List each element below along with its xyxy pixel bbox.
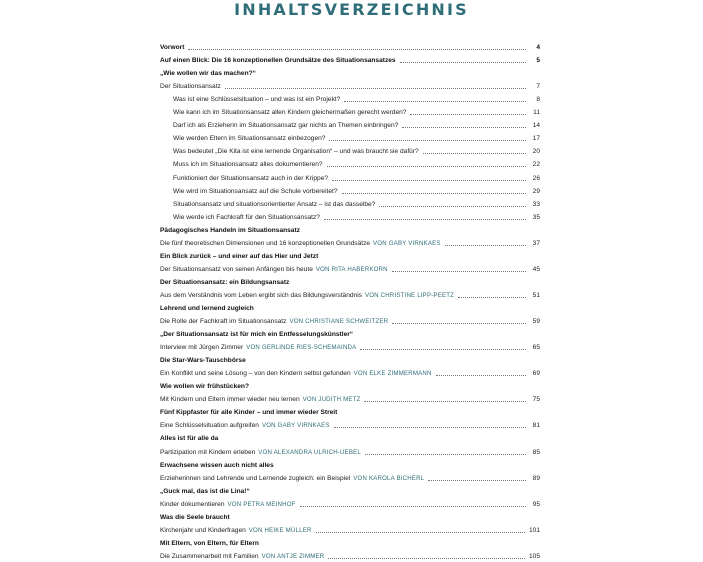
toc-entry[interactable]: [160, 235, 540, 248]
toc-entry[interactable]: [160, 443, 540, 456]
toc-section-heading: Die Star-Wars-Tauschbörse: [160, 357, 246, 365]
toc-entry-page-number: 51: [532, 291, 540, 299]
toc-entry-page-number: 33: [532, 200, 540, 208]
toc-entry-title: Die Rolle der Fachkraft im Situationsansatz: [160, 318, 287, 326]
toc-entry[interactable]: [160, 417, 540, 430]
toc-entry-title: Interview mit Jürgen Zimmer: [160, 344, 244, 352]
dot-leader: [188, 49, 526, 50]
toc-entry-author: VON ALEXANDRA ULRICH-UEBEL: [258, 448, 362, 456]
dot-leader: [316, 532, 525, 533]
toc-section-heading: Mit Eltern, von Eltern, für Eltern: [160, 539, 259, 547]
table-of-contents: [160, 39, 540, 561]
toc-entry-title: Die Zusammenarbeit mit Familien: [160, 552, 259, 560]
toc-section-heading: Lehrend und lernend zugleich: [160, 304, 254, 312]
dot-leader: [360, 349, 526, 350]
toc-entry-author: VON CHRISTINE LIPP-PEETZ: [364, 291, 455, 299]
toc-entry-title: Vorwort: [160, 44, 185, 52]
dot-leader: [342, 193, 526, 194]
toc-section-heading: „Der Situationsansatz ist für mich ein Entfesselungskünstler“: [160, 331, 354, 339]
toc-entry-title: Eine Schlüsselsituation aufgreifen: [160, 422, 259, 430]
dot-leader: [364, 401, 526, 402]
toc-entry[interactable]: [160, 156, 540, 169]
toc-entry-title: Funktioniert der Situationsansatz auch in der Krippe?: [173, 174, 329, 182]
toc-entry-page-number: 59: [532, 318, 540, 326]
toc-entry-page-number: 89: [532, 474, 540, 482]
toc-entry-page-number: 85: [532, 448, 540, 456]
dot-leader: [392, 323, 526, 324]
toc-entry[interactable]: [160, 548, 540, 561]
toc-entry-author: VON CHRISTIANE SCHWEITZER: [289, 318, 389, 326]
toc-entry[interactable]: [160, 522, 540, 535]
toc-entry-page-number: 26: [532, 174, 540, 182]
page-title: INHALTSVERZEICHNIS: [234, 0, 469, 19]
toc-entry[interactable]: [160, 470, 540, 483]
toc-entry[interactable]: [160, 365, 540, 378]
toc-entry-page-number: 35: [532, 213, 540, 221]
toc-entry[interactable]: [160, 391, 540, 404]
toc-entry-title: Wie werde ich Fachkraft für den Situationsansatz?: [173, 213, 320, 221]
toc-entry-author: VON PETRA MEINHOF: [227, 500, 296, 508]
dot-leader: [365, 454, 526, 455]
toc-entry[interactable]: [160, 52, 540, 65]
toc-entry-author: VON JUDITH METZ: [302, 396, 361, 404]
toc-entry[interactable]: [160, 183, 540, 196]
dot-leader: [379, 206, 526, 207]
toc-entry-page-number: 105: [528, 552, 540, 560]
toc-entry-page-number: 4: [536, 44, 540, 52]
toc-entry-author: VON GABY VIRNKAES: [373, 239, 441, 247]
toc-entry-page-number: 101: [528, 526, 540, 534]
toc-entry[interactable]: [160, 313, 540, 326]
dot-leader: [328, 558, 525, 559]
dot-leader: [329, 140, 526, 141]
toc-entry-page-number: 29: [532, 187, 540, 195]
dot-leader: [402, 127, 526, 128]
toc-section-heading: „Wie wollen wir das machen?“: [160, 70, 256, 78]
toc-entry[interactable]: [160, 143, 540, 156]
toc-entry-title: Wie kann ich im Situationsansatz allen Kindern gleichermaßen gerecht werden?: [173, 109, 407, 117]
toc-section-heading: Fünf Kippfaster für alle Kinder – und immer wieder Streit: [160, 409, 338, 417]
toc-entry-author: VON RITA HABERKORN: [315, 265, 388, 273]
toc-entry-title: Erzieherinnen sind Lehrende und Lernende zugleich: ein Beispiel: [160, 474, 351, 482]
toc-entry-page-number: 7: [536, 83, 540, 91]
toc-entry-author: VON ANTJE ZIMMER: [261, 552, 325, 560]
toc-entry-author: VON KAROLA BICHERL: [353, 474, 425, 482]
dot-leader: [436, 375, 526, 376]
toc-entry[interactable]: [160, 339, 540, 352]
dot-leader: [300, 506, 526, 507]
toc-entry-title: Partizipation mit Kindern erleben: [160, 448, 256, 456]
dot-leader: [327, 166, 526, 167]
toc-entry-title: Darf ich als Erzieherin im Situationsansatz gar nichts an Themen einbringen?: [173, 122, 399, 130]
toc-entry-title: Wie werden Eltern im Situationsansatz einbezogen?: [173, 135, 326, 143]
toc-entry-page-number: 20: [532, 148, 540, 156]
toc-entry-page-number: 45: [532, 265, 540, 273]
dot-leader: [332, 180, 526, 181]
toc-section-heading: Der Situationsansatz: ein Bildungsansatz: [160, 278, 290, 286]
toc-entry-title: Ein Konflikt und seine Lösung – von den Kindern selbst gefunden: [160, 370, 351, 378]
toc-entry[interactable]: [160, 209, 540, 222]
dot-leader: [400, 62, 526, 63]
toc-entry-title: Die fünf theoretischen Dimensionen und 16 konzeptionellen Grundsätze: [160, 239, 371, 247]
toc-entry[interactable]: [160, 287, 540, 300]
toc-section-heading: Wie wollen wir frühstücken?: [160, 383, 249, 391]
toc-section-heading: Alles ist für alle da: [160, 435, 219, 443]
dot-leader: [423, 153, 526, 154]
toc-entry-title: Wie wird im Situationsansatz auf die Schule vorbereitet?: [173, 187, 338, 195]
toc-section-heading: „Guck mal, das ist die Lina!“: [160, 487, 250, 495]
dot-leader: [392, 271, 526, 272]
toc-entry-author: VON HEIKE MÜLLER: [248, 526, 312, 534]
toc-entry-title: Mit Kindern und Eltern immer wieder neu lernen: [160, 396, 300, 404]
toc-entry-author: VON GERLINDE RIES-SCHEMAINDA: [246, 344, 357, 352]
toc-entry-title: Was ist eine Schlüsselsituation – und was ist ein Projekt?: [173, 96, 341, 104]
toc-entry[interactable]: [160, 130, 540, 143]
toc-entry[interactable]: [160, 39, 540, 52]
toc-entry-page-number: 22: [532, 161, 540, 169]
toc-entry-title: Aus dem Verständnis vom Leben ergibt sich das Bildungsverständnis: [160, 291, 362, 299]
toc-entry-title: Situationsansatz und situationsorientierter Ansatz – ist das dasselbe?: [173, 200, 376, 208]
toc-section-heading: Erwachsene wissen auch nicht alles: [160, 461, 274, 469]
toc-section-heading: Pädagogisches Handeln im Situationsansatz: [160, 226, 300, 234]
toc-entry[interactable]: [160, 196, 540, 209]
toc-entry-page-number: 5: [536, 57, 540, 65]
dot-leader: [225, 88, 526, 89]
dot-leader: [344, 101, 526, 102]
toc-entry-author: VON ELKE ZIMMERMANN: [353, 370, 432, 378]
toc-entry[interactable]: [160, 104, 540, 117]
toc-entry-page-number: 11: [533, 109, 540, 117]
toc-entry[interactable]: [160, 496, 540, 509]
toc-entry-title: Der Situationsansatz: [160, 83, 221, 91]
dot-leader: [458, 297, 526, 298]
dot-leader: [324, 219, 526, 220]
toc-entry[interactable]: [160, 261, 540, 274]
toc-entry[interactable]: [160, 169, 540, 182]
toc-entry-title: Auf einen Blick: Die 16 konzeptionellen Grundsätze des Situationsansatzes: [160, 57, 396, 65]
toc-entry-page-number: 37: [532, 239, 540, 247]
toc-entry-page-number: 8: [536, 96, 540, 104]
toc-entry-page-number: 65: [532, 344, 540, 352]
toc-entry-page-number: 95: [532, 500, 540, 508]
toc-entry[interactable]: [160, 78, 540, 91]
toc-entry-page-number: 75: [532, 396, 540, 404]
toc-entry-title: Kinder dokumentieren: [160, 500, 225, 508]
dot-leader: [428, 480, 526, 481]
dot-leader: [445, 245, 526, 246]
toc-entry-page-number: 14: [532, 122, 540, 130]
toc-entry-page-number: 17: [532, 135, 540, 143]
toc-entry-title: Der Situationsansatz von seinen Anfängen bis heute: [160, 265, 313, 273]
toc-entry-title: Was bedeutet „Die Kita ist eine lernende Organisation“ – und was braucht sie dafür?: [173, 148, 419, 156]
toc-entry-author: VON GABY VIRNKAES: [261, 422, 330, 430]
toc-entry-page-number: 69: [532, 370, 540, 378]
toc-entry-title: Muss ich im Situationsansatz alles dokumentieren?: [173, 161, 323, 169]
toc-entry-title: Kirchenjahr und Kinderfragen: [160, 526, 246, 534]
dot-leader: [334, 427, 526, 428]
dot-leader: [410, 114, 526, 115]
toc-entry[interactable]: [160, 91, 540, 104]
toc-section-heading: Ein Blick zurück – und einer auf das Hier und Jetzt: [160, 252, 319, 260]
toc-entry-page-number: 81: [532, 422, 540, 430]
toc-entry[interactable]: [160, 117, 540, 130]
toc-section-heading: Was die Seele braucht: [160, 513, 230, 521]
